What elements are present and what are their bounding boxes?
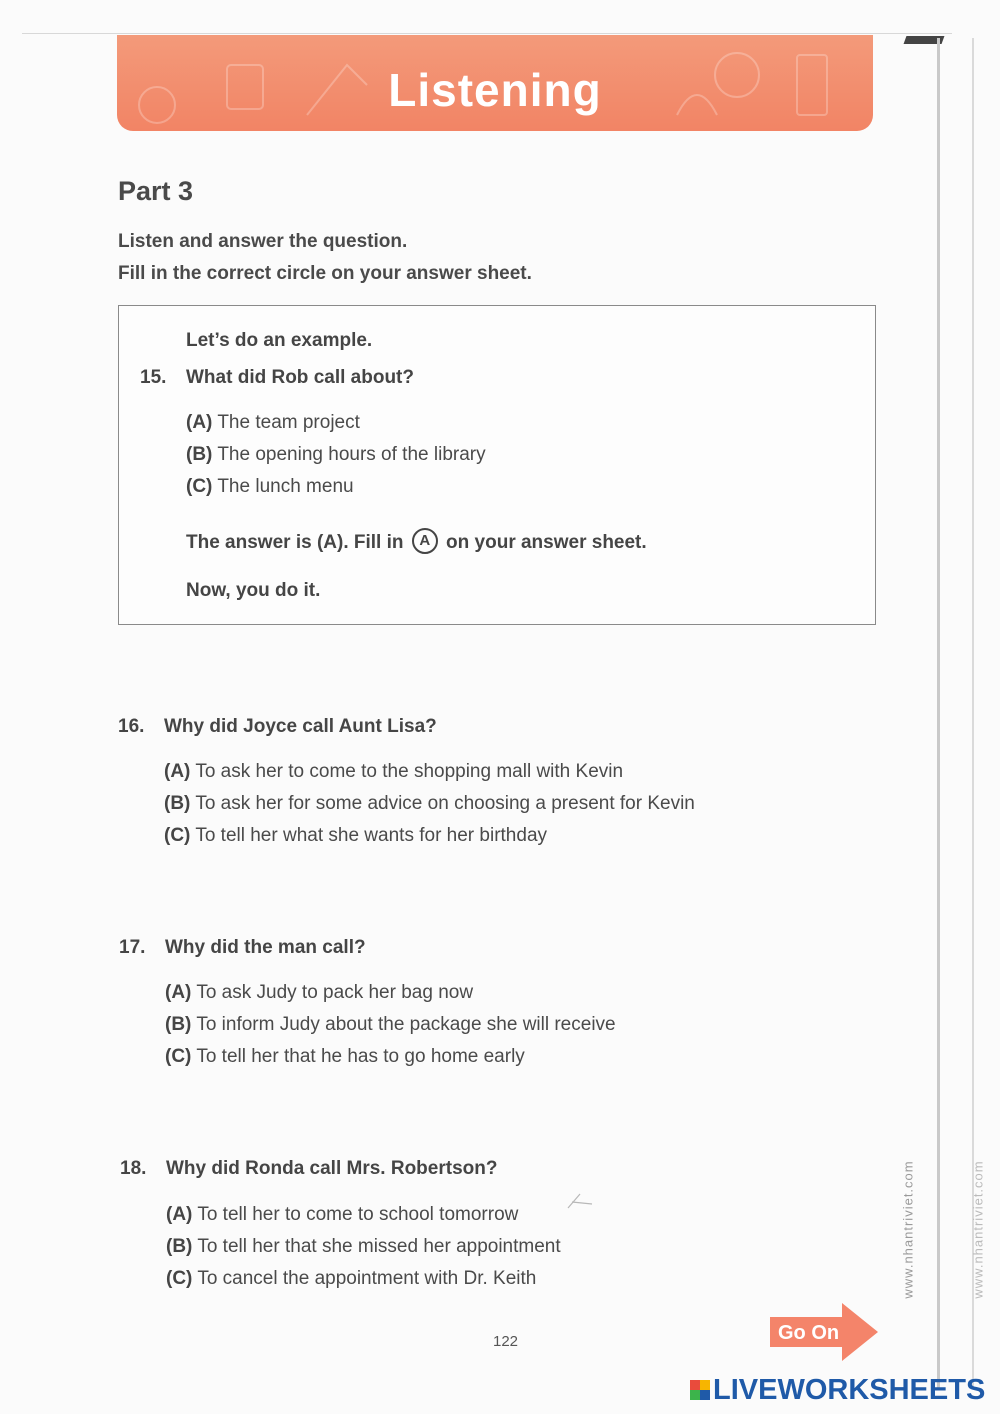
- option-text: To inform Judy about the package she will receive: [196, 1014, 616, 1035]
- question-number: 15.: [140, 367, 167, 388]
- question-number: 17.: [119, 937, 146, 958]
- page-number: 122: [493, 1333, 519, 1350]
- publisher-url: www.nhantriviet.com: [900, 1160, 916, 1299]
- scan-top-edge: [22, 33, 952, 34]
- option-letter: (A): [165, 982, 192, 1003]
- question-text: Why did the man call?: [165, 937, 366, 958]
- answer-option: [166, 1268, 536, 1290]
- option-letter: (A): [186, 412, 213, 433]
- filled-circle-a-icon: A: [412, 528, 438, 554]
- instruction-line-2: Fill in the correct circle on your answer sheet.: [118, 263, 532, 284]
- option-letter: (C): [165, 1046, 192, 1067]
- answer-option: [166, 1204, 518, 1226]
- example-intro: Let’s do an example.: [186, 330, 373, 351]
- example-now-line: Now, you do it.: [186, 580, 321, 601]
- answer-option: [165, 1046, 525, 1068]
- part-title: Part 3: [118, 176, 194, 206]
- answer-option: [186, 444, 486, 466]
- option-letter: (B): [165, 1014, 192, 1035]
- question-number: 16.: [118, 716, 145, 737]
- answer-option: [164, 825, 547, 847]
- publisher-url-faded: www.nhantriviet.com: [970, 1160, 986, 1299]
- option-text: To ask Judy to pack her bag now: [196, 982, 474, 1003]
- option-text: To ask her to come to the shopping mall with Kevin: [195, 761, 624, 782]
- answer-option: [186, 412, 360, 434]
- liveworksheets-logo[interactable]: [690, 1374, 985, 1406]
- question-text: Why did Ronda call Mrs. Robertson?: [166, 1158, 498, 1179]
- pencil-mark-icon: [566, 1190, 594, 1210]
- answer-option: [164, 793, 695, 815]
- option-letter: (A): [166, 1204, 193, 1225]
- go-on-label: Go On: [778, 1322, 840, 1344]
- answer-option: [165, 1014, 616, 1036]
- option-letter: (C): [166, 1268, 193, 1289]
- option-text: To tell her what she wants for her birthday: [195, 825, 548, 846]
- option-text: To tell her that she missed her appointment: [197, 1236, 561, 1257]
- option-letter: (C): [164, 825, 191, 846]
- example-answer-line: [186, 530, 647, 556]
- option-letter: (B): [186, 444, 213, 465]
- option-letter: (C): [186, 476, 213, 497]
- option-text: To ask her for some advice on choosing a present for Kevin: [195, 793, 695, 814]
- listening-banner: [117, 35, 873, 131]
- answer-option: [164, 761, 623, 783]
- answer-option: [166, 1236, 561, 1258]
- answer-option: [186, 476, 354, 498]
- instruction-line-1: Listen and answer the question.: [118, 231, 408, 252]
- question-number: 18.: [120, 1158, 147, 1179]
- answer-text-post: on your answer sheet.: [446, 532, 647, 554]
- option-letter: (B): [166, 1236, 193, 1257]
- liveworksheets-wordmark: LIVEWORKSHEETS: [713, 1373, 986, 1406]
- question-text: What did Rob call about?: [186, 367, 414, 388]
- answer-option: [165, 982, 473, 1004]
- option-text: To tell her that he has to go home early: [196, 1046, 525, 1067]
- answer-text-pre: The answer is (A). Fill in: [186, 532, 404, 554]
- option-letter: (B): [164, 793, 191, 814]
- option-text: The lunch menu: [217, 476, 354, 497]
- question-text: Why did Joyce call Aunt Lisa?: [164, 716, 437, 737]
- option-letter: (A): [164, 761, 191, 782]
- option-text: To cancel the appointment with Dr. Keith: [197, 1268, 537, 1289]
- scan-right-edge: [937, 38, 940, 1388]
- option-text: To tell her to come to school tomorrow: [197, 1204, 519, 1225]
- option-text: The team project: [217, 412, 360, 433]
- page-title: Listening: [388, 64, 602, 116]
- liveworksheets-icon: [690, 1380, 710, 1400]
- option-text: The opening hours of the library: [217, 444, 486, 465]
